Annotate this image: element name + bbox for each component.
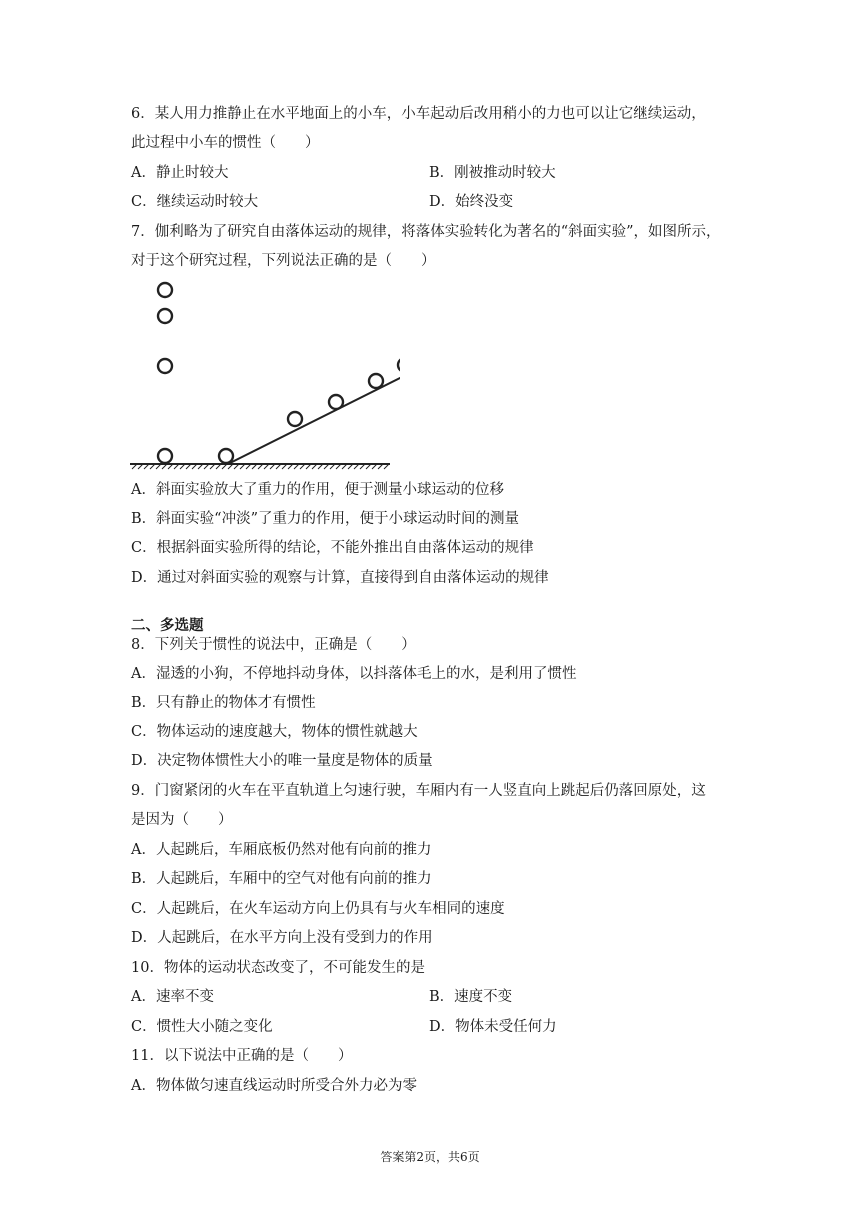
q8-option-d: D．决定物体惯性大小的唯一量度是物体的质量 [131,753,433,769]
q7-option-c: C．根据斜面实验所得的结论，不能外推出自由落体运动的规律 [131,540,534,556]
free-fall-balls [158,283,172,463]
q10-option-a: A．速率不变 [131,989,214,1005]
incline-balls [219,358,400,463]
incline-ball-3 [329,395,343,409]
incline-line [228,372,400,464]
q6-stem-line2: 此过程中小车的惯性（ ） [131,135,320,151]
q8-option-c: C．物体运动的速度越大，物体的惯性就越大 [131,724,418,740]
q8-option-a: A．湿透的小狗，不停地抖动身体，以抖落体毛上的水，是利用了惯性 [131,666,577,682]
q10-option-b: B．速度不变 [429,989,513,1005]
incline-ball-4 [369,374,383,388]
q7-stem-line2: 对于这个研究过程，下列说法正确的是（ ） [131,253,436,269]
q7-option-d: D．通过对斜面实验的观察与计算，直接得到自由落体运动的规律 [131,570,549,586]
q9-option-b: B．人起跳后，车厢中的空气对他有向前的推力 [131,871,432,887]
falling-ball-1 [158,283,172,297]
incline-ball-5 [398,358,400,372]
q6-option-d: D．始终没变 [429,194,514,210]
q9-stem-line2: 是因为（ ） [131,812,233,828]
ground-ball [158,449,172,463]
q9-stem-line1: 9．门窗紧闭的火车在平直轨道上匀速行驶，车厢内有一人竖直向上跳起后仍落回原处，这 [131,783,706,799]
falling-ball-3 [158,359,172,373]
inclined-plane-figure [120,276,400,476]
page-footer: 答案第2页，共6页 [380,1150,480,1164]
q9-option-c: C．人起跳后，在火车运动方向上仍具有与火车相同的速度 [131,901,505,917]
q10-option-d: D．物体未受任何力 [429,1019,557,1035]
q6-option-a: A．静止时较大 [131,165,229,181]
q6-option-c: C．继续运动时较大 [131,194,259,210]
ground-hatch [130,464,390,469]
q11-option-a: A．物体做匀速直线运动时所受合外力必为零 [131,1078,417,1094]
incline-ball-2 [288,412,302,426]
q7-option-a: A．斜面实验放大了重力的作用，便于测量小球运动的位移 [131,482,504,498]
q6-stem-line1: 6．某人用力推静止在水平地面上的小车，小车起动后改用稍小的力也可以让它继续运动， [131,106,706,122]
q7-stem-line1: 7．伽利略为了研究自由落体运动的规律，将落体实验转化为著名的“斜面实验”，如图所示， [131,224,721,240]
section-title: 二、多选题 [131,618,204,634]
incline-ball-1 [219,449,233,463]
q8-option-b: B．只有静止的物体才有惯性 [131,695,316,711]
q9-option-d: D．人起跳后，在水平方向上没有受到力的作用 [131,930,433,946]
q10-option-c: C．惯性大小随之变化 [131,1019,273,1035]
falling-ball-2 [158,309,172,323]
q10-stem: 10．物体的运动状态改变了，不可能发生的是 [131,960,425,976]
q7-option-b: B．斜面实验“冲淡”了重力的作用，便于小球运动时间的测量 [131,511,519,527]
q6-option-b: B．刚被推动时较大 [429,165,556,181]
q11-stem: 11．以下说法中正确的是（ ） [131,1048,353,1064]
q8-stem: 8．下列关于惯性的说法中，正确是（ ） [131,637,416,653]
q9-option-a: A．人起跳后，车厢底板仍然对他有向前的推力 [131,842,432,858]
